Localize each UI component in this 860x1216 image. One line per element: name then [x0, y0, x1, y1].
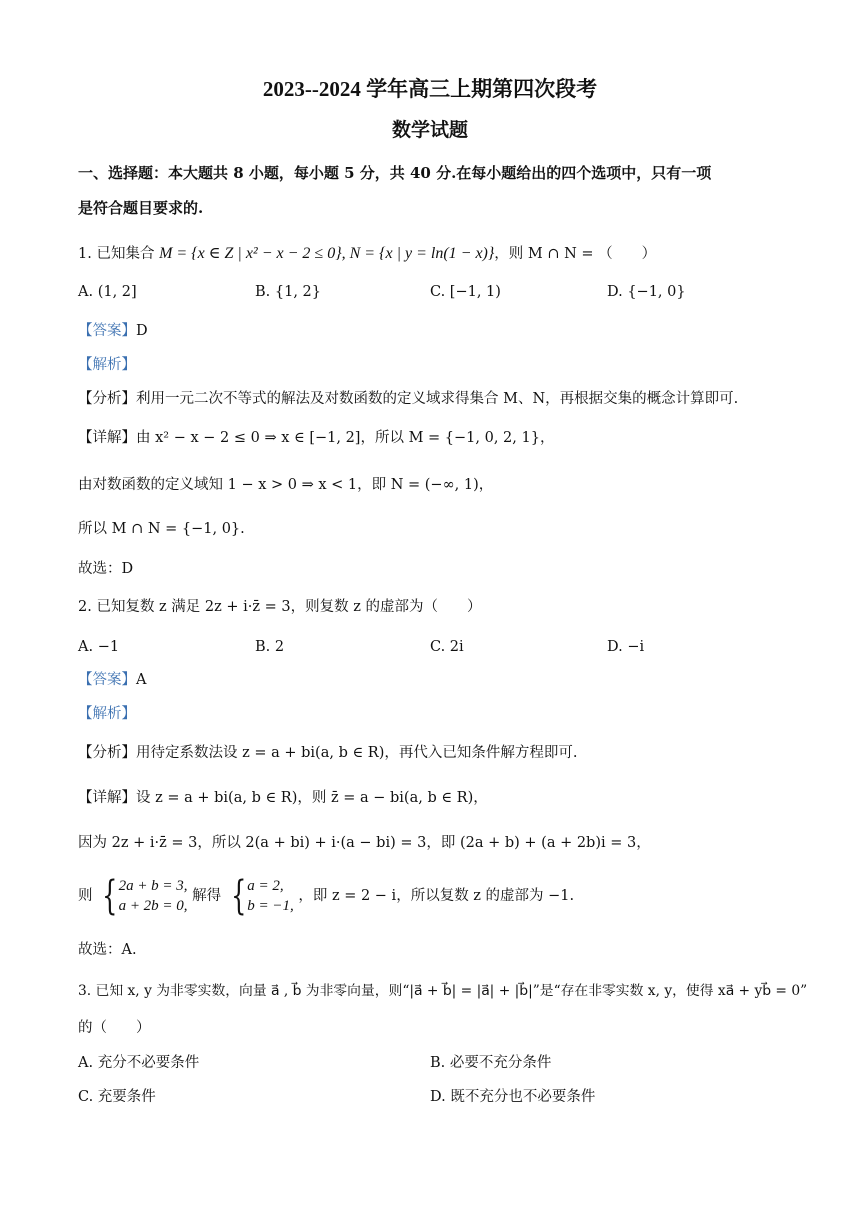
detail-text: 由 x² − x − 2 ≤ 0 ⇒ x ∈ [−1, 2]，所以 M = {−1, 0, 2, 1}， [136, 430, 555, 446]
q2-option-d: D. −i [607, 639, 645, 655]
system2-line2: b = −1, [247, 898, 294, 914]
left-brace-icon: { [230, 873, 247, 919]
equation-system-2 [247, 876, 294, 916]
answer-tag: 【答案】 [78, 323, 136, 339]
q1-answer [78, 320, 790, 342]
detail-tag: 【详解】 [78, 790, 136, 806]
q2-option-a: A. −1 [78, 639, 120, 655]
q3-option-b: B. 必要不充分条件 [430, 1055, 552, 1071]
section-heading-line2: 是符合题目要求的. [78, 199, 204, 217]
detail-text: 设 z = a + bi(a, b ∈ R)，则 z̄ = a − bi(a, b ∈ R)， [136, 790, 488, 806]
q2-option-c: C. 2i [430, 639, 464, 655]
detail3-mid: 解得 [192, 888, 222, 904]
system1-line2: a + 2b = 0, [118, 898, 188, 914]
system2-line1: a = 2, [247, 878, 284, 894]
fenxi-text: 利用一元二次不等式的解法及对数函数的定义域求得集合 M、N，再根据交集的概念计算即可. [136, 391, 739, 407]
q2-detail-3 [78, 868, 790, 924]
fenxi-tag: 【分析】 [78, 391, 136, 407]
section-heading-line1: 一、选择题：本大题共 8 小题，每小题 5 分，共 40 分.在每小题给出的四个选项中，只有一项 [78, 164, 712, 182]
exam-title: 2023--2024 学年高三上期第四次段考 [262, 77, 598, 101]
q1-stem-prefix: 1. 已知集合 [78, 246, 155, 262]
q2-analysis-tag: 【解析】 [78, 706, 136, 722]
q1-analysis-tag: 【解析】 [78, 357, 136, 373]
q1-stem [78, 243, 790, 265]
q1-detail-3: 所以 M ∩ N = {−1, 0}. [78, 521, 245, 537]
fenxi-text: 用待定系数法设 z = a + bi(a, b ∈ R)，再代入已知条件解方程即可. [136, 745, 578, 761]
system1-line1: 2a + b = 3, [118, 878, 188, 894]
detail3-suffix: ，即 z = 2 − i，所以复数 z 的虚部为 −1. [298, 888, 575, 904]
answer-value: A [136, 672, 147, 688]
answer-tag: 【答案】 [78, 672, 136, 688]
q1-fenxi [78, 388, 790, 410]
detail3-prefix: 则 [78, 888, 93, 904]
q3-option-c: C. 充要条件 [78, 1089, 156, 1105]
q3-stem-line2: 的（ ） [78, 1020, 151, 1036]
q1-detail-2: 由对数函数的定义域知 1 − x > 0 ⇒ x < 1，即 N = (−∞, 1)， [78, 477, 494, 493]
q1-stem-math: M = {x ∈ Z | x² − x − 2 ≤ 0}, N = {x | y = ln(1 − x)} [159, 245, 495, 262]
q2-choose: 故选：A. [78, 942, 137, 958]
q2-option-b: B. 2 [255, 639, 285, 655]
answer-value: D [136, 323, 148, 339]
q2-answer [78, 669, 790, 691]
detail-tag: 【详解】 [78, 430, 136, 446]
q1-option-c: C. [−1, 1) [430, 284, 501, 300]
equation-system-1 [119, 876, 188, 916]
left-brace-icon: { [102, 873, 118, 919]
q3-option-a: A. 充分不必要条件 [78, 1055, 200, 1071]
q3-stem-line1: 3. 已知 x, y 为非零实数，向量 a⃗ , b⃗ 为非零向量，则“|a⃗ + b⃗| = |a⃗| + |b⃗|”是“存在非零实数 x, y，使得 xa⃗ + yb⃗ = 0” [78, 983, 808, 999]
q2-detail-2: 因为 2z + i·z̄ = 3，所以 2(a + bi) + i·(a − bi) = 3，即 (2a + b) + (a + 2b)i = 3， [78, 835, 651, 851]
fenxi-tag: 【分析】 [78, 745, 136, 761]
q2-fenxi [78, 742, 790, 764]
exam-subtitle: 数学试题 [391, 120, 468, 141]
q1-option-d: D. {−1, 0} [607, 284, 686, 300]
q1-option-a: A. (1, 2] [78, 284, 137, 300]
q2-detail-1 [78, 787, 790, 809]
q2-stem: 2. 已知复数 z 满足 2z + i·z̄ = 3，则复数 z 的虚部为（ ） [78, 599, 482, 615]
q1-detail-1 [78, 427, 790, 449]
q3-option-d: D. 既不充分也不必要条件 [430, 1089, 596, 1105]
q1-choose: 故选：D [78, 561, 134, 577]
q1-option-b: B. {1, 2} [255, 284, 321, 300]
q1-stem-suffix: ，则 M ∩ N = （ ） [494, 246, 657, 262]
